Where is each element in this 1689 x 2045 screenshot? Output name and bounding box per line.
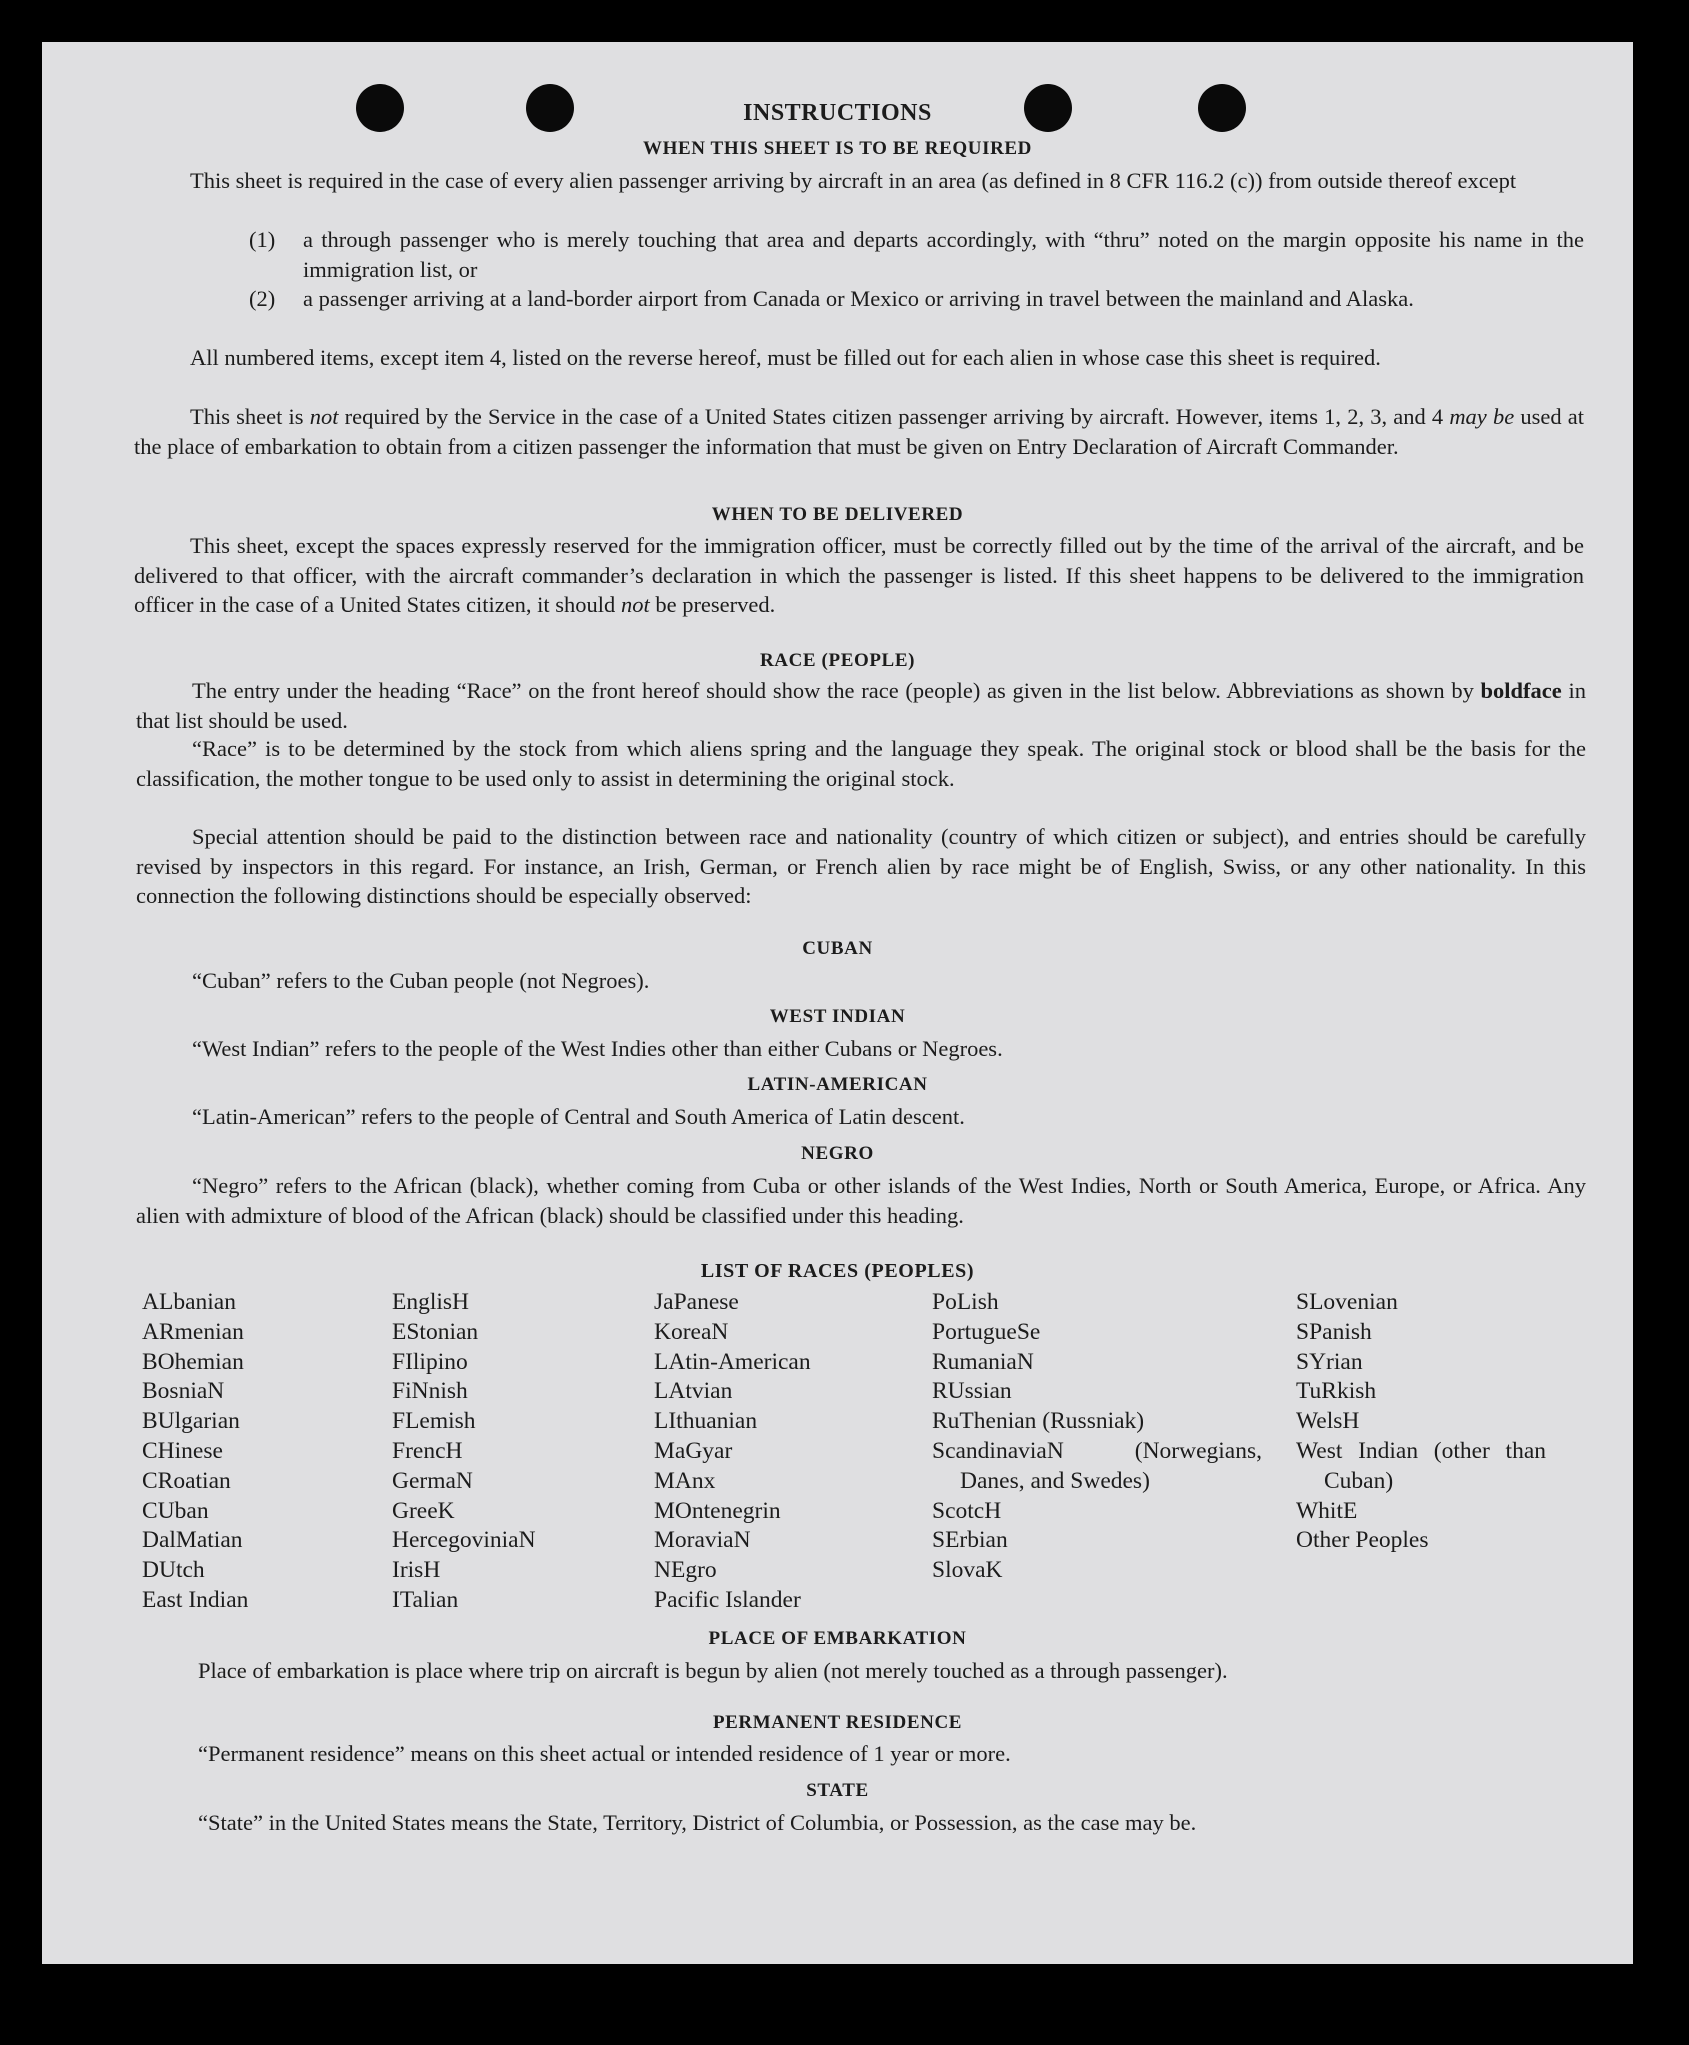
heading-race: RACE (PEOPLE) (759, 650, 916, 671)
paragraph-required-intro (134, 166, 1584, 196)
paragraph-text: “Negro” refers to the African (black), whether coming from Cuba or other islands of the West Indies, North or South America, Europe, or Africa. Any alien with admixture of blood of the African (black) should be classified under this heading. (136, 1173, 1586, 1228)
text-run: The entry under the heading “Race” on the front hereof should show the race (people) as given in the list below. Abbreviations as shown by (192, 678, 1481, 703)
race-list-item: MAnx (654, 1467, 716, 1494)
paragraph-negro (136, 1171, 1586, 1230)
race-list-item: MoraviaN (654, 1527, 751, 1554)
item-text: a passenger arriving at a land-border airport from Canada or Mexico or arriving in travel between the mainland and Alaska. (303, 286, 1414, 311)
paragraph-citizen (134, 402, 1584, 461)
race-list-item: ITalian (392, 1586, 459, 1613)
race-list-item: BUlgarian (142, 1408, 240, 1435)
race-list-column-4 (932, 1288, 1262, 1586)
heading-latin-american: LATIN-AMERICAN (747, 1074, 928, 1095)
heading-cuban: CUBAN (802, 938, 873, 959)
list-item-exception-1 (249, 225, 1584, 284)
race-list-item: DalMatian (142, 1527, 243, 1554)
heading-list-of-races: LIST OF RACES (PEOPLES) (700, 1260, 975, 1282)
race-list-item: SPanish (1296, 1318, 1372, 1345)
heading-when-required: WHEN THIS SHEET IS TO BE REQUIRED (642, 138, 1033, 159)
race-list-item: MaGyar (654, 1437, 733, 1464)
text-run: used at the place of embarkation to obtain from a citizen passenger the information that must be given on Entry Declaration of Aircraft Commander. (134, 404, 1584, 459)
race-list-item: FrencH (392, 1437, 463, 1464)
race-list-item: West Indian (other than Cuban) (1296, 1437, 1546, 1494)
race-list-item: RUssian (932, 1378, 1012, 1405)
race-list-item: TuRkish (1296, 1378, 1377, 1405)
race-list-item: IrisH (392, 1557, 441, 1584)
paragraph-numbered-items (134, 343, 1584, 373)
race-list-item: EnglisH (392, 1289, 470, 1315)
emphasis-text: not (309, 404, 339, 429)
race-list-item: SlovaK (932, 1557, 1003, 1584)
paragraph-text: “Permanent residence” means on this sheet actual or intended residence of 1 year or more. (198, 1741, 1011, 1766)
paragraph-race-determination (136, 734, 1586, 793)
race-list-item: FIlipino (392, 1348, 468, 1375)
race-list-item: CRoatian (142, 1467, 231, 1494)
race-list-item: BOhemian (142, 1348, 244, 1375)
race-list-item: SLovenian (1296, 1289, 1398, 1315)
race-list-item: BosniaN (142, 1378, 225, 1405)
item-text: a through passenger who is merely touching that area and departs accordingly, with “thru” noted on the margin opposite his name in the immigration list, or (303, 227, 1584, 282)
paragraph-text: All numbered items, except item 4, listed on the reverse hereof, must be filled out for each alien in whose case this sheet is required. (190, 345, 1381, 370)
paragraph-text: “State” in the United States means the State, Territory, District of Columbia, or Possession, as the case may be. (198, 1810, 1197, 1835)
heading-place-of-embarkation: PLACE OF EMBARKATION (708, 1628, 967, 1649)
paragraph-residence (142, 1739, 1590, 1769)
race-list-item: NEgro (654, 1557, 717, 1584)
race-list-item: JaPanese (654, 1289, 739, 1315)
race-list-column-3 (654, 1288, 811, 1616)
race-list-item: MOntenegrin (654, 1497, 781, 1524)
race-list-item: RuThenian (Russniak) (932, 1408, 1145, 1435)
race-list-item: WelsH (1296, 1408, 1360, 1435)
race-list-item: GreeK (392, 1497, 455, 1524)
paragraph-text: Place of embarkation is place where trip on aircraft is begun by alien (not merely touched as a through passenger). (198, 1658, 1228, 1683)
race-list-item: FiNnish (392, 1378, 468, 1405)
race-list-item: WhitE (1296, 1497, 1358, 1524)
race-list-item: East Indian (142, 1586, 249, 1613)
paragraph-text: “Race” is to be determined by the stock from which aliens spring and the language they speak. The original stock or blood shall be the basis for the classification, the mother tongue to be used only to assist in determining the original stock. (136, 736, 1586, 791)
race-list-column-5 (1296, 1288, 1546, 1556)
race-list-item: LAtvian (654, 1378, 733, 1405)
page-title: INSTRUCTIONS (743, 100, 932, 126)
paragraph-race-entry (136, 676, 1586, 735)
paragraph-text: Special attention should be paid to the distinction between race and nationality (country of which citizen or subject), and entries should be carefully revised by inspectors in this regard. For instance, an Irish, German, or French alien by race might be of English, Swiss, or any other nationality. In this connection the following distinctions should be especially observed: (136, 824, 1586, 908)
heading-negro: NEGRO (801, 1143, 874, 1164)
race-list-item: Other Peoples (1296, 1527, 1429, 1554)
bold-text: boldface (1480, 678, 1562, 703)
race-list-item: SYrian (1296, 1348, 1363, 1375)
heading-west-indian: WEST INDIAN (769, 1006, 906, 1027)
race-list-item: CUban (142, 1497, 209, 1524)
item-number: (1) (249, 227, 276, 252)
race-list-item: ScotcH (932, 1497, 1002, 1524)
race-list-item: ARmenian (142, 1318, 244, 1345)
text-run: required by the Service in the case of a United States citizen passenger arriving by aircraft. However, items 1, 2, 3, and 4 (338, 404, 1450, 429)
race-list-item: GermaN (392, 1467, 473, 1494)
paragraph-text: “Cuban” refers to the Cuban people (not Negroes). (192, 968, 650, 993)
text-run: in that list should be used. (136, 678, 1586, 733)
paragraph-race-nationality (136, 822, 1586, 911)
race-list-item: ScandinaviaN (Norwegians, Danes, and Swedes) (932, 1437, 1262, 1494)
emphasis-text: may be (1449, 404, 1515, 429)
text-run: This sheet, except the spaces expressly reserved for the immigration officer, must be correctly filled out by the time of the arrival of the aircraft, and be delivered to that officer, with the aircraft commander’s declaration in which the passenger is listed. If this sheet happens to be delivered to the immigration officer in the case of a United States citizen, it should (134, 533, 1584, 617)
paragraph-cuban (136, 966, 1586, 996)
race-list-item: KoreaN (654, 1318, 729, 1345)
instruction-sheet (42, 42, 1633, 1964)
race-list-item: CHinese (142, 1437, 223, 1464)
race-list-item: PoLish (932, 1289, 999, 1315)
race-list-column-1 (142, 1288, 248, 1616)
text-run: be preserved. (649, 592, 776, 617)
paragraph-text: “West Indian” refers to the people of the West Indies other than either Cubans or Negroes. (192, 1036, 1003, 1061)
race-list-item: RumaniaN (932, 1348, 1034, 1375)
race-list-item: SErbian (932, 1527, 1008, 1554)
heading-when-delivered: WHEN TO BE DELIVERED (711, 504, 964, 525)
race-list-item: HercegoviniaN (392, 1527, 536, 1554)
paragraph-west-indian (136, 1034, 1586, 1064)
race-list-item: ALbanian (142, 1289, 236, 1315)
race-list-item: Pacific Islander (654, 1586, 801, 1613)
list-item-exception-2 (249, 284, 1584, 314)
paragraph-embarkation (142, 1656, 1590, 1686)
paragraph-latin-american (136, 1102, 1586, 1132)
paragraph-text: “Latin-American” refers to the people of Central and South America of Latin descent. (192, 1104, 965, 1129)
race-list-item: PortugueSe (932, 1318, 1041, 1345)
paragraph-state (142, 1808, 1590, 1838)
item-number: (2) (249, 286, 276, 311)
race-list-column-2 (392, 1288, 536, 1616)
text-run: This sheet is (190, 404, 310, 429)
race-list-item: LIthuanian (654, 1408, 758, 1435)
emphasis-text: not (620, 592, 650, 617)
race-list-item: DUtch (142, 1557, 205, 1584)
heading-state: STATE (806, 1780, 869, 1801)
race-list-item: LAtin-American (654, 1348, 811, 1375)
race-list-item: EStonian (392, 1318, 479, 1345)
paragraph-delivery (134, 531, 1584, 620)
paragraph-text: This sheet is required in the case of every alien passenger arriving by aircraft in an area (as defined in 8 CFR 116.2 (c)) from outside thereof except (190, 168, 1517, 193)
race-list-item: FLemish (392, 1408, 476, 1435)
heading-permanent-residence: PERMANENT RESIDENCE (712, 1712, 963, 1733)
